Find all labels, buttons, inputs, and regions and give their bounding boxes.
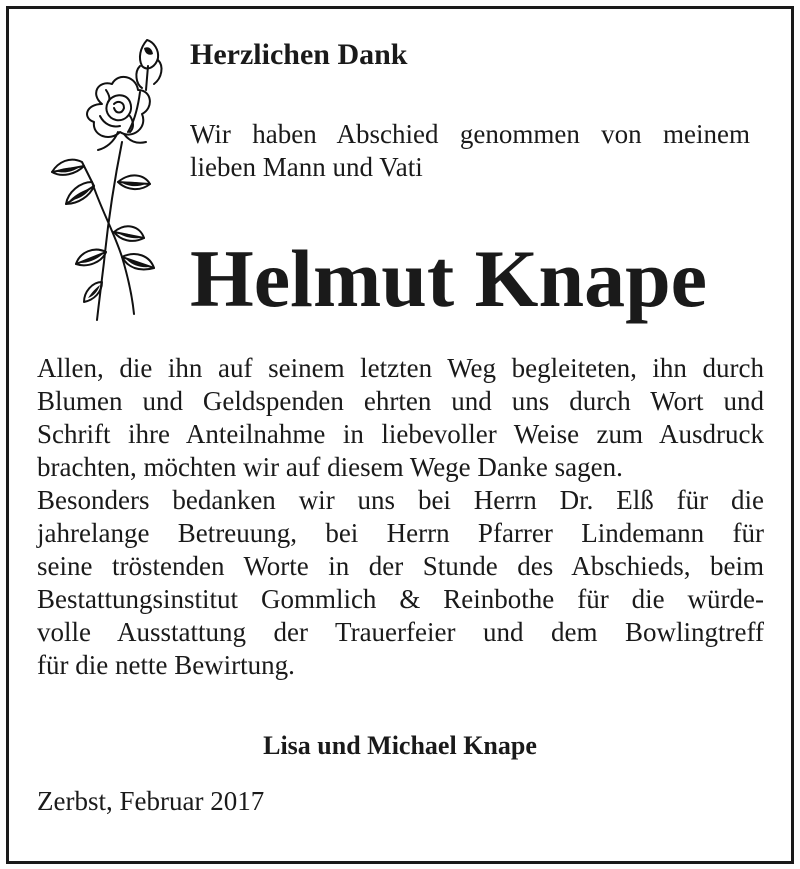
body-line: jahrelange Betreuung, bei Herrn Pfarrer Lindemann für <box>37 518 764 548</box>
body-line: Besonders bedanken wir uns bei Herrn Dr. Elß für die <box>37 485 764 515</box>
intro-line: Wir haben Abschied genommen von meinem <box>190 119 750 149</box>
place-date: Zerbst, Februar 2017 <box>37 786 265 816</box>
heading: Herzlichen Dank <box>190 38 408 71</box>
body-line: Allen, die ihn auf seinem letzten Weg begleiteten, ihn durch <box>37 353 764 383</box>
body-line: für die nette Bewirtung. <box>37 650 295 680</box>
intro-line: lieben Mann und Vati <box>190 152 423 182</box>
intro-text <box>190 118 750 184</box>
deceased-name: Helmut Knape <box>190 233 708 324</box>
body-line: volle Ausstattung der Trauerfeier und dem Bowlingtreff <box>37 617 764 647</box>
body-line: seine tröstenden Worte in der Stunde des Abschieds, beim <box>37 551 764 581</box>
body-line: brachten, möchten wir auf diesem Wege Danke sagen. <box>37 452 623 482</box>
rose-illustration <box>22 32 172 324</box>
body-line: Schrift ihre Anteilnahme in liebevoller Weise zum Ausdruck <box>37 419 764 449</box>
thanks-paragraph <box>37 352 764 682</box>
signature: Lisa und Michael Knape <box>263 731 537 760</box>
body-line: Blumen und Geldspenden ehrten und uns durch Wort und <box>37 386 764 416</box>
body-line: Bestattungsinstitut Gommlich & Reinbothe für die würde- <box>37 584 764 614</box>
